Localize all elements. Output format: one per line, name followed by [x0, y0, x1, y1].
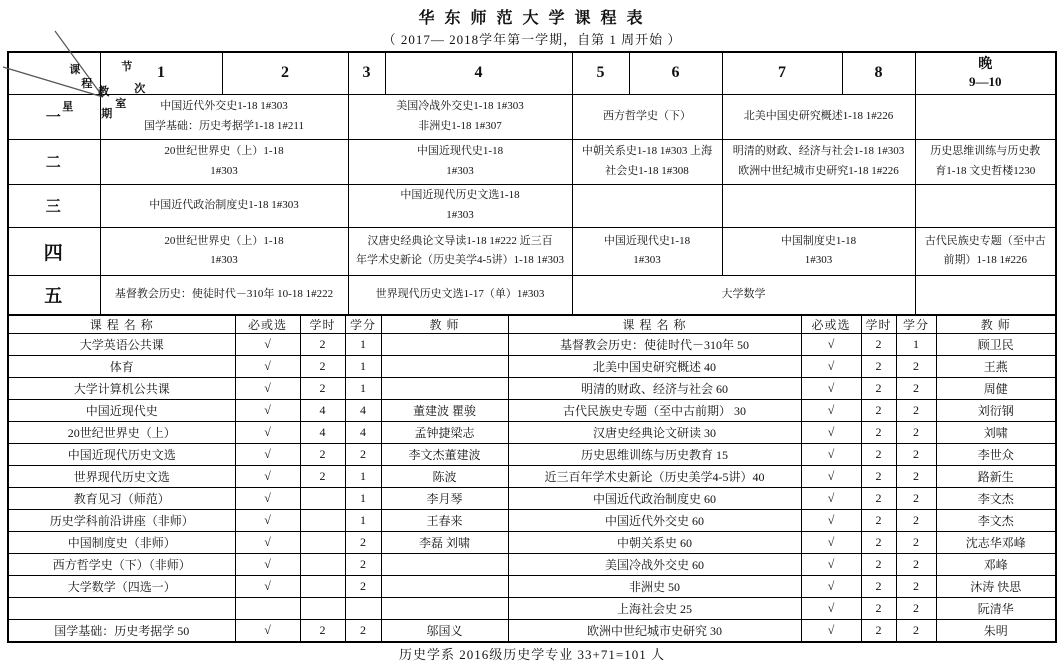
hours-cell: 2 — [861, 422, 896, 444]
course-entry-line: 汉唐史经典论文导读1-18 1#222 近三百 — [367, 234, 553, 247]
period-header: 2 — [222, 52, 348, 94]
day-label: 五 — [8, 275, 100, 315]
credits-cell: 1 — [345, 510, 381, 532]
hours-cell: 2 — [861, 532, 896, 554]
course-entry-line: 西方哲学史（下） — [603, 109, 691, 122]
teacher-cell: 沐涛 快思 — [936, 576, 1056, 598]
period-header: 6 — [629, 52, 722, 94]
hours-cell: 2 — [861, 356, 896, 378]
hours-cell: 2 — [861, 334, 896, 356]
schedule-row — [8, 227, 1056, 275]
course-list-row — [8, 488, 1056, 510]
hours-cell: 2 — [300, 334, 345, 356]
course-entry-line: 中国近现代历史文选1-18 — [400, 189, 520, 202]
credits-cell: 2 — [896, 422, 936, 444]
teacher-cell: 沈志华邓峰 — [936, 532, 1056, 554]
schedule-cell — [722, 184, 915, 227]
course-entry-line: 国学基础：历史考据学1-18 1#211 — [143, 119, 304, 132]
teacher-cell: 李文杰 — [936, 488, 1056, 510]
course-name-cell: 中国近现代史 — [8, 400, 235, 422]
teacher-cell — [381, 598, 508, 620]
check-cell: √ — [801, 510, 861, 532]
course-name-cell: 北美中国史研究概述 40 — [508, 356, 801, 378]
course-entry-line: 基督教会历史：使徒时代－310年 10-18 1#222 — [114, 288, 334, 301]
hours-cell — [300, 598, 345, 620]
course-entry-line: 非洲史1-18 1#307 — [418, 119, 502, 132]
check-cell: √ — [235, 400, 300, 422]
course-name-cell: 大学数学（四选一） — [8, 576, 235, 598]
course-entry-line: 美国冷战外交史1-18 1#303 — [396, 100, 524, 113]
hours-cell: 2 — [861, 400, 896, 422]
course-entry-line: 中国近代政治制度史1-18 1#303 — [149, 198, 299, 211]
check-cell: √ — [801, 444, 861, 466]
teacher-cell: 李月琴 — [381, 488, 508, 510]
teacher-cell: 刘衍钢 — [936, 400, 1056, 422]
teacher-cell: 李世众 — [936, 444, 1056, 466]
credits-cell: 2 — [896, 554, 936, 576]
page-subtitle: （ 2017— 2018学年第一学期，自第 1 周开始 ） — [382, 32, 682, 47]
hours-cell — [300, 532, 345, 554]
teacher-cell: 顾卫民 — [936, 334, 1056, 356]
schedule-cell — [915, 139, 1056, 184]
course-name-cell: 中国近代政治制度史 60 — [508, 488, 801, 510]
credits-cell: 2 — [896, 510, 936, 532]
course-list-row — [8, 466, 1056, 488]
corner-header-cell — [8, 52, 146, 121]
schedule-cell — [572, 227, 722, 275]
check-cell: √ — [801, 334, 861, 356]
course-entry-line: 世界现代历史文选1-17（单）1#303 — [375, 288, 545, 301]
period-header: 4 — [385, 52, 572, 94]
check-cell: √ — [235, 356, 300, 378]
check-cell: √ — [235, 532, 300, 554]
hours-cell: 2 — [861, 598, 896, 620]
course-entry-line: 中国近现代史1-18 — [416, 145, 504, 158]
course-list-row — [8, 400, 1056, 422]
course-name-cell: 基督教会历史：使徒时代－310年 50 — [508, 334, 801, 356]
course-list-row — [8, 510, 1056, 532]
course-list-header-credits: 学分 — [896, 315, 936, 334]
course-name-cell: 西方哲学史（下）（非师） — [8, 554, 235, 576]
course-name-cell: 教育见习（师范） — [8, 488, 235, 510]
credits-cell: 1 — [896, 334, 936, 356]
course-entry-line: 中国近现代史1-18 — [603, 234, 691, 247]
credits-cell: 1 — [345, 334, 381, 356]
course-name-cell — [8, 598, 235, 620]
course-name-cell: 历史思维训练与历史教育 15 — [508, 444, 801, 466]
hours-cell: 2 — [861, 554, 896, 576]
corner-label-char: 节 — [121, 61, 133, 74]
schedule-cell — [915, 94, 1056, 139]
schedule-cell — [915, 227, 1056, 275]
course-list-row — [8, 422, 1056, 444]
course-name-cell: 近三百年学术史新论（历史美学4-5讲）40 — [508, 466, 801, 488]
hours-cell: 2 — [300, 378, 345, 400]
course-name-cell: 古代民族史专题（至中古前期） 30 — [508, 400, 801, 422]
course-entry-line: 1#303 — [446, 208, 474, 221]
schedule-header-row — [8, 52, 1056, 94]
check-cell: √ — [801, 378, 861, 400]
course-name-cell: 20世纪世界史（上） — [8, 422, 235, 444]
credits-cell: 2 — [896, 488, 936, 510]
hours-cell: 2 — [861, 378, 896, 400]
course-list-row — [8, 378, 1056, 400]
course-entry-line: 20世纪世界史（上）1-18 — [164, 234, 284, 247]
schedule-cell — [100, 275, 348, 315]
credits-cell: 4 — [345, 422, 381, 444]
schedule-cell — [100, 139, 348, 184]
course-entry-line: 1#303 — [446, 164, 474, 177]
course-entry-line: 历史思维训练与历史教 — [930, 145, 1041, 158]
course-list-row — [8, 554, 1056, 576]
teacher-cell: 路新生 — [936, 466, 1056, 488]
course-name-cell: 体育 — [8, 356, 235, 378]
course-name-cell: 中朝关系史 60 — [508, 532, 801, 554]
check-cell: √ — [801, 576, 861, 598]
schedule-cell — [572, 139, 722, 184]
teacher-cell — [381, 378, 508, 400]
hours-cell: 2 — [300, 356, 345, 378]
check-cell: √ — [235, 576, 300, 598]
teacher-cell: 阮清华 — [936, 598, 1056, 620]
check-cell: √ — [235, 466, 300, 488]
course-list-row — [8, 532, 1056, 554]
credits-cell: 2 — [345, 620, 381, 642]
course-list-table — [7, 314, 1057, 643]
course-name-cell: 中国制度史（非师） — [8, 532, 235, 554]
course-entry-line: 20世纪世界史（上）1-18 — [164, 145, 284, 158]
course-name-cell: 中国近现代历史文选 — [8, 444, 235, 466]
credits-cell: 1 — [345, 378, 381, 400]
corner-label-char: 星 — [62, 101, 74, 114]
schedule-cell — [572, 275, 915, 315]
course-name-cell: 世界现代历史文选 — [8, 466, 235, 488]
course-list-header-hours: 学时 — [300, 315, 345, 334]
hours-cell: 2 — [861, 488, 896, 510]
teacher-cell: 李文杰 — [936, 510, 1056, 532]
course-list-row — [8, 598, 1056, 620]
course-list-header-credits: 学分 — [345, 315, 381, 334]
teacher-cell: 李磊 刘啸 — [381, 532, 508, 554]
credits-cell: 1 — [345, 466, 381, 488]
evening-header — [915, 52, 1056, 94]
course-list-header-name: 课 程 名 称 — [8, 315, 235, 334]
hours-cell — [300, 554, 345, 576]
course-name-cell: 汉唐史经典论文研读 30 — [508, 422, 801, 444]
check-cell: √ — [235, 422, 300, 444]
credits-cell: 2 — [896, 576, 936, 598]
hours-cell: 2 — [300, 444, 345, 466]
schedule-cell — [722, 227, 915, 275]
teacher-cell: 李文杰董建波 — [381, 444, 508, 466]
schedule-row — [8, 94, 1056, 139]
corner-label-char: 期 — [101, 108, 113, 121]
course-name-cell: 上海社会史 25 — [508, 598, 801, 620]
schedule-cell — [915, 184, 1056, 227]
course-list-row — [8, 444, 1056, 466]
period-header: 3 — [348, 52, 385, 94]
schedule-cell — [722, 139, 915, 184]
period-header: 7 — [722, 52, 842, 94]
teacher-cell: 刘啸 — [936, 422, 1056, 444]
check-cell: √ — [235, 378, 300, 400]
teacher-cell: 孟钟捷梁志 — [381, 422, 508, 444]
teacher-cell: 董建波 瞿骏 — [381, 400, 508, 422]
course-list-header-teacher: 教 师 — [381, 315, 508, 334]
credits-cell: 2 — [345, 554, 381, 576]
check-cell: √ — [801, 554, 861, 576]
teacher-cell: 王春来 — [381, 510, 508, 532]
credits-cell: 2 — [345, 576, 381, 598]
course-name-cell: 历史学科前沿讲座（非师） — [8, 510, 235, 532]
course-entry-line: 欧洲中世纪城市史研究1-18 1#226 — [738, 164, 899, 177]
schedule-cell — [100, 184, 348, 227]
hours-cell — [300, 576, 345, 598]
check-cell: √ — [235, 444, 300, 466]
course-entry-line: 1#303 — [633, 254, 661, 266]
course-name-cell: 大学计算机公共课 — [8, 378, 235, 400]
check-cell: √ — [235, 334, 300, 356]
check-cell: √ — [801, 598, 861, 620]
day-label: 三 — [8, 184, 100, 227]
course-name-cell: 美国冷战外交史 60 — [508, 554, 801, 576]
teacher-cell: 王燕 — [936, 356, 1056, 378]
hours-cell: 2 — [861, 466, 896, 488]
teacher-cell: 陈波 — [381, 466, 508, 488]
course-list-header-hours: 学时 — [861, 315, 896, 334]
course-name-cell: 国学基础：历史考据学 50 — [8, 620, 235, 642]
check-cell: √ — [801, 422, 861, 444]
course-entry-line: 1#303 — [804, 254, 833, 266]
credits-cell: 2 — [345, 532, 381, 554]
schedule-cell — [100, 227, 348, 275]
day-label: 二 — [8, 139, 100, 184]
credits-cell: 1 — [345, 488, 381, 510]
course-list-header-row — [8, 315, 1056, 334]
course-list-row — [8, 334, 1056, 356]
course-entry-line: 1#303 — [210, 164, 238, 177]
hours-cell — [300, 510, 345, 532]
schedule-cell — [915, 275, 1056, 315]
period-header: 5 — [572, 52, 629, 94]
schedule-cell — [348, 275, 572, 315]
check-cell: √ — [235, 554, 300, 576]
credits-cell: 2 — [896, 400, 936, 422]
course-entry-line: 育1-18 文史哲楼1230 — [935, 164, 1036, 177]
teacher-cell: 周健 — [936, 378, 1056, 400]
credits-cell — [345, 598, 381, 620]
check-cell — [235, 598, 300, 620]
teacher-cell — [381, 554, 508, 576]
schedule-cell — [348, 227, 572, 275]
credits-cell: 2 — [896, 532, 936, 554]
course-name-cell: 大学英语公共课 — [8, 334, 235, 356]
check-cell: √ — [801, 356, 861, 378]
teacher-cell — [381, 576, 508, 598]
course-list-header-type: 必或选 — [801, 315, 861, 334]
schedule-cell — [348, 94, 572, 139]
check-cell: √ — [801, 532, 861, 554]
course-list-header-teacher: 教 师 — [936, 315, 1056, 334]
hours-cell — [300, 488, 345, 510]
period-header: 8 — [842, 52, 915, 94]
teacher-cell — [381, 334, 508, 356]
course-name-cell: 非洲史 50 — [508, 576, 801, 598]
course-entry-line: 大学数学 — [721, 288, 766, 301]
page-title: 华 东 师 范 大 学 课 程 表 — [418, 10, 646, 27]
evening-range: 9—10 — [969, 73, 1002, 89]
course-name-cell: 明清的财政、经济与社会 60 — [508, 378, 801, 400]
schedule-row — [8, 139, 1056, 184]
weekly-schedule-table — [7, 51, 1057, 316]
check-cell: √ — [235, 510, 300, 532]
course-list-row — [8, 620, 1056, 642]
check-cell: √ — [801, 488, 861, 510]
course-entry-line: 中朝关系史1-18 1#303 上海 — [581, 145, 713, 158]
course-entry-line: 北美中国史研究概述1-18 1#226 — [743, 109, 894, 122]
teacher-cell — [381, 356, 508, 378]
period-header: 1 — [100, 52, 222, 94]
course-name-cell: 欧洲中世纪城市史研究 30 — [508, 620, 801, 642]
hours-cell: 2 — [861, 620, 896, 642]
evening-label: 晚 — [978, 57, 993, 73]
course-list-row — [8, 576, 1056, 598]
hours-cell: 4 — [300, 422, 345, 444]
hours-cell: 2 — [861, 576, 896, 598]
check-cell: √ — [801, 620, 861, 642]
course-list-header-name: 课 程 名 称 — [508, 315, 801, 334]
schedule-cell — [572, 94, 722, 139]
corner-label-char: 课 — [69, 64, 81, 77]
course-list-header-type: 必或选 — [235, 315, 300, 334]
course-entry-line: 中国近代外交史1-18 1#303 — [160, 100, 288, 113]
teacher-cell: 朱明 — [936, 620, 1056, 642]
schedule-cell — [572, 184, 722, 227]
corner-label-char: 教 — [98, 86, 110, 99]
hours-cell: 2 — [861, 510, 896, 532]
course-entry-line: 年学术史新论（历史美学4-5讲）1-18 1#303 — [355, 254, 565, 266]
credits-cell: 4 — [345, 400, 381, 422]
schedule-cell — [722, 94, 915, 139]
course-name-cell: 中国近代外交史 60 — [508, 510, 801, 532]
course-entry-line: 社会史1-18 1#308 — [605, 164, 689, 177]
credits-cell: 2 — [896, 356, 936, 378]
schedule-cell — [348, 139, 572, 184]
course-entry-line: 古代民族史专题（至中古 — [924, 234, 1046, 247]
check-cell: √ — [801, 400, 861, 422]
schedule-row — [8, 184, 1056, 227]
hours-cell: 2 — [300, 620, 345, 642]
schedule-row — [8, 275, 1056, 315]
credits-cell: 1 — [345, 356, 381, 378]
credits-cell: 2 — [896, 444, 936, 466]
credits-cell: 2 — [896, 620, 936, 642]
course-entry-line: 1#303 — [210, 254, 238, 266]
credits-cell: 2 — [896, 466, 936, 488]
hours-cell: 2 — [861, 444, 896, 466]
course-entry-line: 明清的财政、经济与社会1-18 1#303 — [732, 145, 905, 158]
credits-cell: 2 — [896, 598, 936, 620]
course-entry-line: 中国制度史1-18 — [780, 234, 857, 247]
check-cell: √ — [235, 620, 300, 642]
corner-label-char: 室 — [115, 98, 127, 111]
corner-label-char: 次 — [134, 83, 146, 96]
check-cell: √ — [801, 466, 861, 488]
course-entry-line: 前期）1-18 1#226 — [943, 254, 1027, 266]
teacher-cell: 邓峰 — [936, 554, 1056, 576]
corner-label-char: 程 — [81, 78, 93, 91]
credits-cell: 2 — [345, 444, 381, 466]
check-cell: √ — [235, 488, 300, 510]
day-label: 四 — [8, 227, 100, 275]
hours-cell: 4 — [300, 400, 345, 422]
teacher-cell: 邬国义 — [381, 620, 508, 642]
day-label: 一 — [8, 94, 100, 139]
hours-cell: 2 — [300, 466, 345, 488]
course-list-row — [8, 356, 1056, 378]
credits-cell: 2 — [896, 378, 936, 400]
footer-note: 历史学系 2016级历史学专业 33+71=101 人 — [399, 646, 665, 662]
schedule-cell — [100, 94, 348, 139]
schedule-cell — [348, 184, 572, 227]
